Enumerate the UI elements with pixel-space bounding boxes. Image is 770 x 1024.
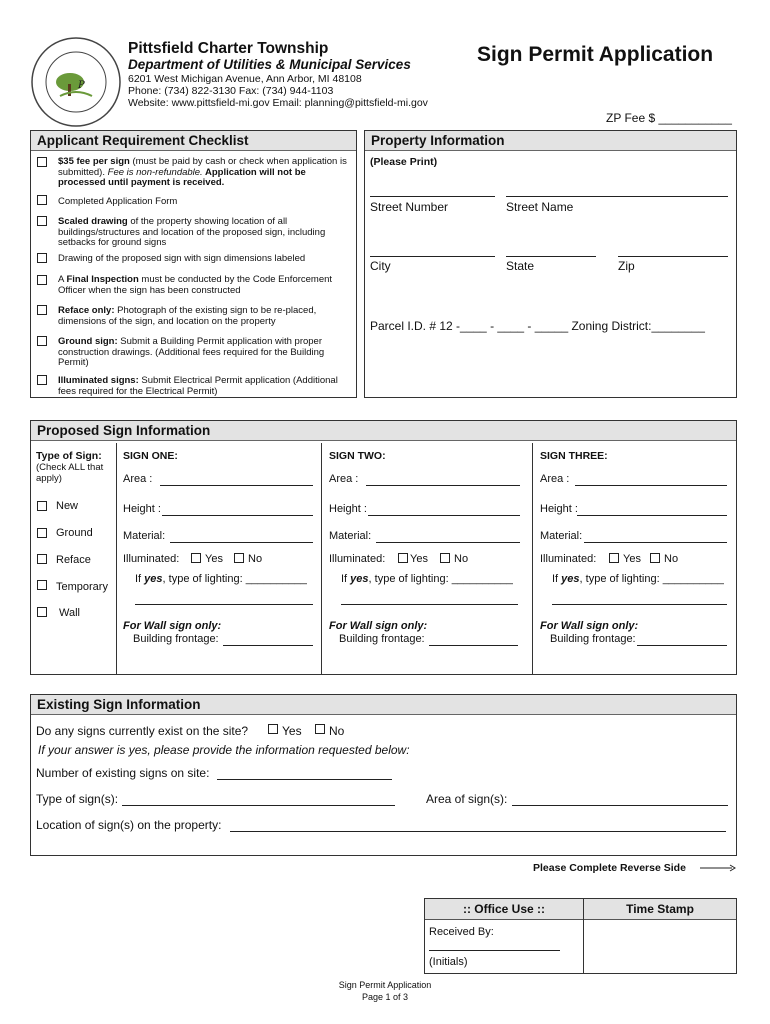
existing-instructions: If your answer is yes, please provide the information requested below: (38, 743, 410, 757)
sign-one-height-label: Height : (123, 503, 161, 515)
sign-two-lighting-field[interactable] (341, 573, 513, 585)
sign-three-illuminated-yes-label: Yes (623, 553, 641, 565)
received-by-input[interactable] (429, 950, 560, 951)
please-print-note: (Please Print) (370, 156, 438, 168)
sign-one-area-label: Area : (123, 473, 153, 485)
sign-one-lighting-line[interactable] (135, 604, 313, 605)
drawing-text: of the property showing location of all buildings/structures and location of the proposed sign, including setbacks for ground signs (58, 216, 326, 248)
sign-three-area-input[interactable] (575, 485, 727, 486)
reface-text: Photograph of the existing sign to be re-placed, dimensions of the sign, and location on the property (58, 305, 317, 327)
department-name: Department of Utilities & Municipal Services (128, 57, 411, 72)
type-temporary-label: Temporary (56, 581, 108, 593)
sign-two-area-label: Area : (329, 473, 359, 485)
org-address: 6201 West Michigan Avenue, Ann Arbor, MI 48108 (128, 73, 362, 85)
checklist-item-ground (58, 337, 350, 369)
checklist-item-dimensions: Drawing of the proposed sign with sign dimensions labeled (58, 253, 306, 264)
type-reface-checkbox[interactable] (37, 554, 47, 564)
type-wall-label: Wall (59, 607, 80, 619)
sign-two-illuminated-yes-checkbox[interactable] (398, 553, 408, 563)
sign-three-area-label: Area : (540, 473, 570, 485)
col-divider-1 (116, 443, 117, 674)
time-stamp-title: Time Stamp (626, 902, 694, 916)
sign-one-lighting-field[interactable] (135, 573, 307, 585)
property-section (364, 130, 737, 398)
type-ground-checkbox[interactable] (37, 528, 47, 538)
sign-two-illuminated-yes-label: Yes (410, 553, 428, 565)
inspection-pre: A (58, 274, 67, 285)
sign-three-if: If (552, 573, 562, 585)
street-number-input[interactable] (370, 196, 495, 197)
sign-two-height-label: Height : (329, 503, 367, 515)
street-name-input[interactable] (506, 196, 728, 197)
sign-one-yes-italic: yes (144, 573, 163, 585)
street-name-label: Street Name (506, 200, 574, 214)
checklist-checkbox-reface[interactable] (37, 305, 47, 315)
received-by-label: Received By: (429, 926, 494, 938)
sign-two-illuminated-no-label: No (454, 553, 469, 565)
reverse-note: Please Complete Reverse Side (533, 862, 686, 874)
zip-input[interactable] (618, 256, 728, 257)
sign-three-illuminated-no-label: No (664, 553, 679, 565)
checklist-title: Applicant Requirement Checklist (31, 131, 356, 151)
sign-one-frontage-label: Building frontage: (133, 633, 219, 645)
sign-three-material-label: Material: (540, 530, 583, 542)
type-new-checkbox[interactable] (37, 501, 47, 511)
sign-one-illuminated-yes-label: Yes (205, 553, 223, 565)
fee-bold: $35 fee per sign (58, 156, 130, 167)
existing-no-checkbox[interactable] (315, 724, 325, 734)
existing-area-label: Area of sign(s): (426, 792, 508, 806)
office-use-title: :: Office Use :: (462, 902, 545, 916)
sign-two-material-input[interactable] (376, 542, 520, 543)
sign-three-height-input[interactable] (577, 515, 727, 516)
street-number-label: Street Number (370, 200, 449, 214)
inspection-bold: Final Inspection (66, 274, 139, 285)
checklist-checkbox-inspection[interactable] (37, 275, 47, 285)
sign-three-wall-note: For Wall sign only: (540, 620, 639, 632)
sign-three-illuminated-yes-checkbox[interactable] (609, 553, 619, 563)
existing-location-input[interactable] (230, 831, 726, 832)
checklist-item-reface (58, 306, 343, 327)
sign-one-area-input[interactable] (160, 485, 313, 486)
type-new-label: New (56, 500, 79, 512)
sign-three-frontage-label: Building frontage: (550, 633, 636, 645)
type-reface-label: Reface (56, 554, 91, 566)
state-label: State (506, 259, 535, 273)
fee-text: (must be paid by cash or check when application is submitted). (58, 156, 347, 178)
ground-text: Submit a Building Permit application with proper construction drawings. (Additional fees required for the Building Permit) (58, 336, 325, 368)
type-temporary-checkbox[interactable] (37, 580, 47, 590)
sign-one-illuminated-no-checkbox[interactable] (234, 553, 244, 563)
existing-yes-checkbox[interactable] (268, 724, 278, 734)
sign-one-frontage-input[interactable] (223, 645, 313, 646)
fee-italic: Fee is non-refundable. (107, 166, 203, 178)
time-stamp-area (584, 920, 736, 973)
ground-bold: Ground sign: (58, 336, 118, 347)
type-wall-checkbox[interactable] (37, 607, 47, 617)
sign-three-illuminated-label: Illuminated: (540, 553, 597, 565)
sign-two-frontage-input[interactable] (429, 645, 518, 646)
existing-location-label: Location of sign(s) on the property: (36, 818, 222, 832)
zip-label: Zip (618, 259, 635, 273)
sign-three-height-label: Height : (540, 503, 578, 515)
existing-title: Existing Sign Information (31, 695, 736, 715)
checklist-checkbox-form[interactable] (37, 195, 47, 205)
township-seal (30, 36, 122, 128)
sign-three-yes-italic: yes (561, 573, 580, 585)
sign-three-illuminated-no-checkbox[interactable] (650, 553, 660, 563)
sign-three-material-input[interactable] (584, 542, 727, 543)
sign-two-yes-italic: yes (350, 573, 369, 585)
sign-two-title: SIGN TWO: (329, 450, 386, 462)
sign-three-lighting-field[interactable] (552, 573, 724, 585)
sign-one-illuminated-no-label: No (248, 553, 263, 565)
sign-two-if: If (341, 573, 351, 585)
illuminated-bold: Illuminated signs: (58, 375, 139, 386)
sign-one-lighting-rest: , type of lighting: __________ (162, 573, 307, 585)
type-ground-label: Ground (56, 527, 93, 539)
org-name: Pittsfield Charter Township (128, 40, 329, 57)
initials-label: (Initials) (429, 956, 468, 968)
existing-number-input[interactable] (217, 779, 392, 780)
checklist-checkbox-ground[interactable] (37, 336, 47, 346)
sign-one-height-input[interactable] (162, 515, 313, 516)
svg-text:P: P (78, 80, 85, 91)
sign-one-wall-note: For Wall sign only: (123, 620, 222, 632)
sign-one-material-label: Material: (123, 530, 166, 542)
existing-question: Do any signs currently exist on the site? (36, 724, 249, 738)
sign-two-wall-note: For Wall sign only: (329, 620, 428, 632)
checklist-item-illuminated (58, 376, 350, 397)
checklist-item-inspection (58, 275, 350, 296)
footer-page: Page 1 of 3 (361, 992, 409, 1002)
inspection-text: must be conducted by the Code Enforcement Officer when the sign has been constructed (58, 274, 333, 296)
city-label: City (370, 259, 391, 273)
existing-yes-label: Yes (282, 724, 302, 738)
checklist-checkbox-drawing[interactable] (37, 216, 47, 226)
sign-three-lighting-rest: , type of lighting: __________ (579, 573, 724, 585)
sign-one-illuminated-label: Illuminated: (123, 553, 180, 565)
org-phone: Phone: (734) 822-3130 Fax: (734) 944-1103 (128, 85, 334, 97)
proposed-title: Proposed Sign Information (31, 421, 736, 441)
fee-bold2: Application will not be processed until payment is received. (58, 166, 306, 188)
sign-two-frontage-label: Building frontage: (339, 633, 425, 645)
checklist-checkbox-illuminated[interactable] (37, 375, 47, 385)
sign-one-material-input[interactable] (170, 542, 313, 543)
sign-two-illuminated-label: Illuminated: (329, 553, 386, 565)
city-input[interactable] (370, 256, 495, 257)
type-label: Type of Sign: (36, 450, 102, 462)
sign-one-if: If (135, 573, 145, 585)
checklist-checkbox-dimensions[interactable] (37, 253, 47, 263)
drawing-bold: Scaled drawing (58, 216, 128, 227)
existing-type-input[interactable] (122, 805, 395, 806)
footer-title: Sign Permit Application (338, 980, 432, 990)
checklist-item-drawing (58, 217, 350, 249)
sign-two-illuminated-no-checkbox[interactable] (440, 553, 450, 563)
check-all-note: (Check ALL that apply) (36, 462, 104, 484)
col-divider-2 (321, 443, 322, 674)
col-divider-3 (532, 443, 533, 674)
sign-one-title: SIGN ONE: (123, 450, 178, 462)
illuminated-text: Submit Electrical Permit application (Additional fees required for the Electrical Permit) (58, 375, 338, 397)
sign-two-lighting-rest: , type of lighting: __________ (368, 573, 513, 585)
zp-fee-field[interactable]: ZP Fee $ ___________ (606, 111, 732, 125)
existing-type-label: Type of sign(s): (36, 792, 119, 806)
parcel-zoning-field[interactable]: Parcel I.D. # 12 -____ - ____ - _____ Zoning District:________ (370, 319, 705, 333)
org-web: Website: www.pittsfield-mi.gov Email: planning@pittsfield-mi.gov (128, 97, 428, 109)
checklist-item-fee (58, 157, 350, 189)
sign-two-lighting-line[interactable] (341, 604, 518, 605)
arrow-right-icon (700, 862, 736, 874)
sign-three-lighting-line[interactable] (552, 604, 727, 605)
property-title: Property Information (365, 131, 736, 151)
existing-number-label: Number of existing signs on site: (36, 766, 210, 780)
sign-one-illuminated-yes-checkbox[interactable] (191, 553, 201, 563)
sign-two-material-label: Material: (329, 530, 372, 542)
sign-three-title: SIGN THREE: (540, 450, 608, 462)
page-title: Sign Permit Application (477, 43, 714, 66)
sign-two-area-input[interactable] (366, 485, 520, 486)
state-input[interactable] (506, 256, 596, 257)
sign-three-frontage-input[interactable] (637, 645, 727, 646)
reface-bold: Reface only: (58, 305, 115, 316)
checklist-checkbox-fee[interactable] (37, 157, 47, 167)
sign-two-height-input[interactable] (368, 515, 520, 516)
checklist-item-form: Completed Application Form (58, 196, 178, 207)
existing-no-label: No (329, 724, 345, 738)
existing-area-input[interactable] (512, 805, 728, 806)
